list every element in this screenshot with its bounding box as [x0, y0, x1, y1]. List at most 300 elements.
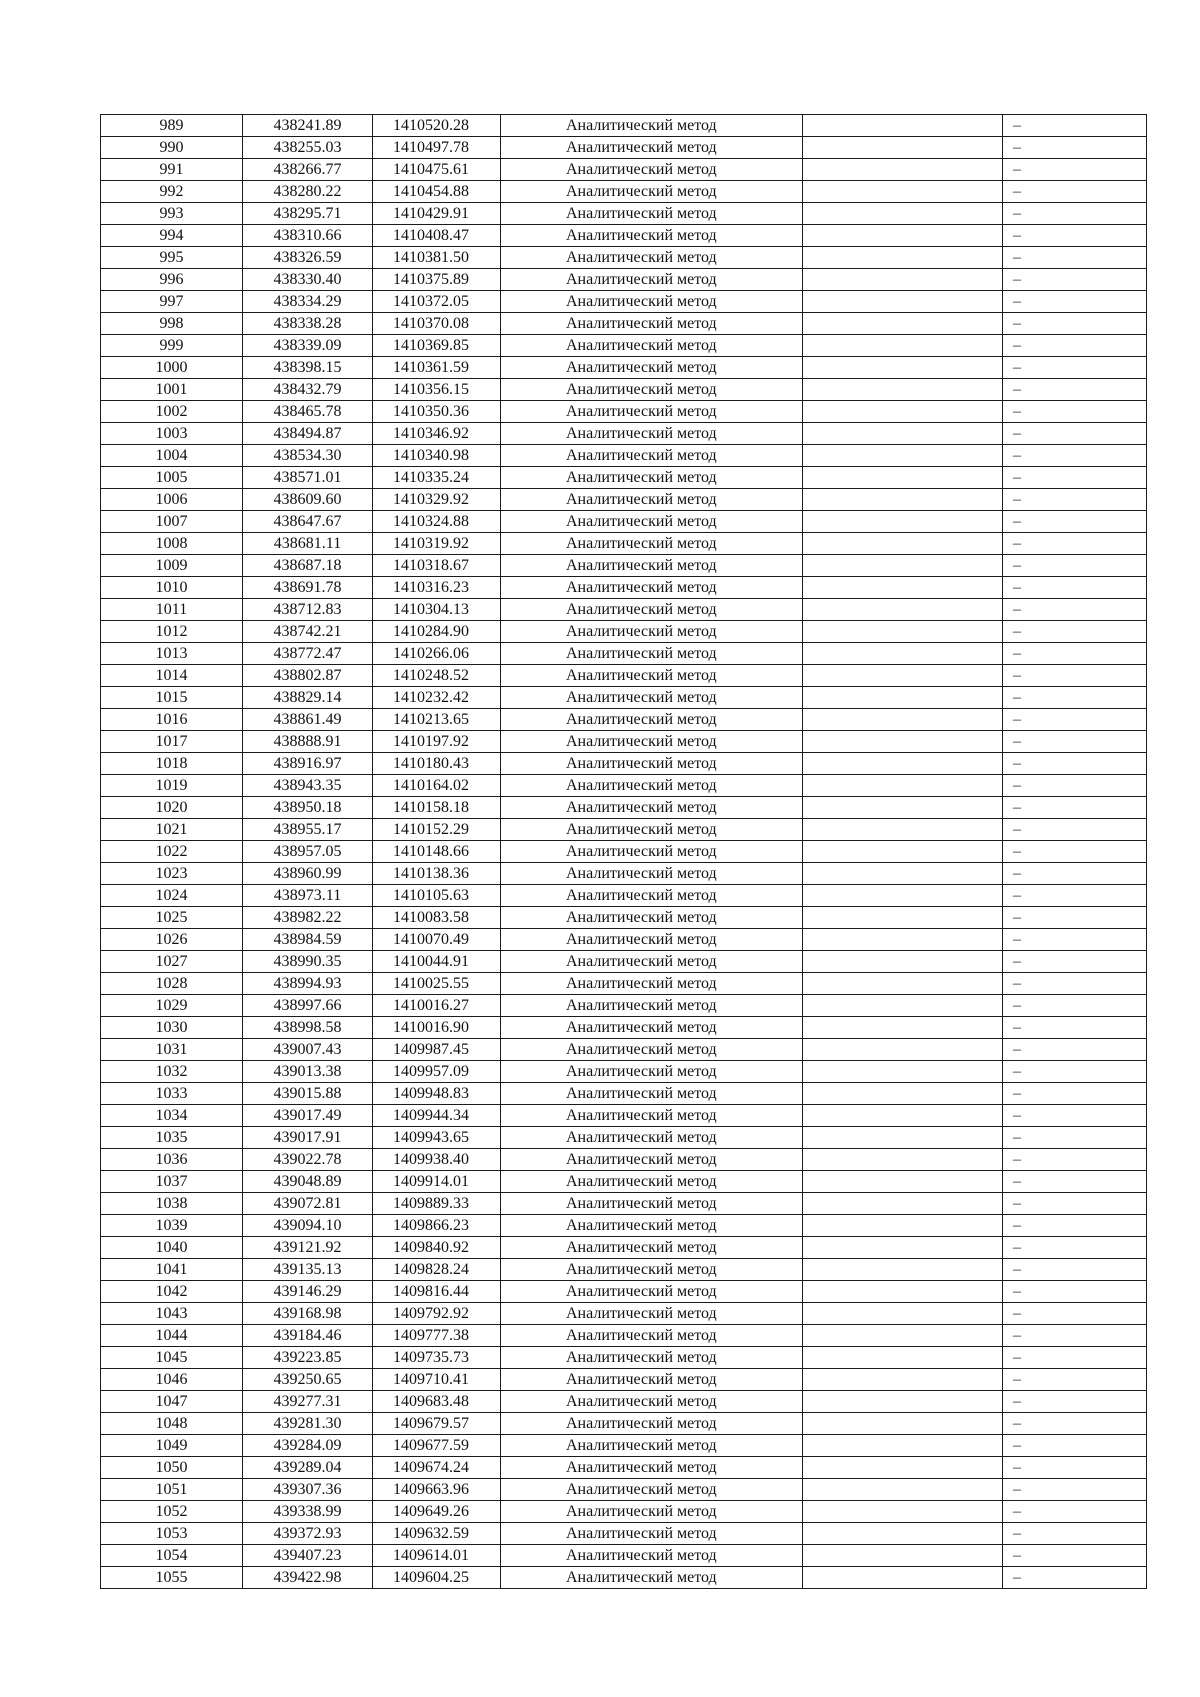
table-row: [101, 159, 1147, 181]
point-number-cell: 1051: [101, 1479, 243, 1501]
y-coordinate-cell: 1410350.36: [373, 401, 501, 423]
table-row: [101, 885, 1147, 907]
table-row: [101, 1017, 1147, 1039]
note-cell: –: [1003, 1017, 1147, 1039]
point-number-cell: 1055: [101, 1567, 243, 1589]
x-coordinate-cell: 438571.01: [243, 467, 373, 489]
note-cell: –: [1003, 489, 1147, 511]
precision-cell: [803, 1413, 1003, 1435]
point-number-cell: 997: [101, 291, 243, 313]
method-cell: Аналитический метод: [501, 731, 803, 753]
note-cell: –: [1003, 775, 1147, 797]
precision-cell: [803, 775, 1003, 797]
y-coordinate-cell: 1409938.40: [373, 1149, 501, 1171]
precision-cell: [803, 1281, 1003, 1303]
method-cell: Аналитический метод: [501, 1105, 803, 1127]
note-cell: –: [1003, 1149, 1147, 1171]
x-coordinate-cell: 438691.78: [243, 577, 373, 599]
method-cell: Аналитический метод: [501, 885, 803, 907]
table-row: [101, 929, 1147, 951]
note-cell: –: [1003, 797, 1147, 819]
method-cell: Аналитический метод: [501, 951, 803, 973]
x-coordinate-cell: 438990.35: [243, 951, 373, 973]
x-coordinate-cell: 439168.98: [243, 1303, 373, 1325]
y-coordinate-cell: 1410356.15: [373, 379, 501, 401]
x-coordinate-cell: 439372.93: [243, 1523, 373, 1545]
note-cell: –: [1003, 1457, 1147, 1479]
precision-cell: [803, 137, 1003, 159]
y-coordinate-cell: 1410105.63: [373, 885, 501, 907]
point-number-cell: 1019: [101, 775, 243, 797]
point-number-cell: 1053: [101, 1523, 243, 1545]
x-coordinate-cell: 438255.03: [243, 137, 373, 159]
point-number-cell: 1041: [101, 1259, 243, 1281]
y-coordinate-cell: 1410319.92: [373, 533, 501, 555]
note-cell: –: [1003, 1039, 1147, 1061]
x-coordinate-cell: 438687.18: [243, 555, 373, 577]
method-cell: Аналитический метод: [501, 995, 803, 1017]
method-cell: Аналитический метод: [501, 379, 803, 401]
point-number-cell: 1048: [101, 1413, 243, 1435]
note-cell: –: [1003, 401, 1147, 423]
precision-cell: [803, 841, 1003, 863]
table-row: [101, 797, 1147, 819]
note-cell: –: [1003, 599, 1147, 621]
table-row: [101, 1215, 1147, 1237]
point-number-cell: 1049: [101, 1435, 243, 1457]
point-number-cell: 1026: [101, 929, 243, 951]
note-cell: –: [1003, 907, 1147, 929]
point-number-cell: 1032: [101, 1061, 243, 1083]
precision-cell: [803, 643, 1003, 665]
y-coordinate-cell: 1410213.65: [373, 709, 501, 731]
x-coordinate-cell: 438712.83: [243, 599, 373, 621]
x-coordinate-cell: 438398.15: [243, 357, 373, 379]
method-cell: Аналитический метод: [501, 1303, 803, 1325]
table-row: [101, 1391, 1147, 1413]
table-row: [101, 1259, 1147, 1281]
table-row: [101, 1303, 1147, 1325]
point-number-cell: 1001: [101, 379, 243, 401]
precision-cell: [803, 423, 1003, 445]
method-cell: Аналитический метод: [501, 137, 803, 159]
table-row: [101, 1171, 1147, 1193]
note-cell: –: [1003, 335, 1147, 357]
precision-cell: [803, 819, 1003, 841]
x-coordinate-cell: 439223.85: [243, 1347, 373, 1369]
x-coordinate-cell: 438802.87: [243, 665, 373, 687]
method-cell: Аналитический метод: [501, 555, 803, 577]
table-row: [101, 841, 1147, 863]
table-row: [101, 401, 1147, 423]
x-coordinate-cell: 438742.21: [243, 621, 373, 643]
y-coordinate-cell: 1410429.91: [373, 203, 501, 225]
x-coordinate-cell: 438772.47: [243, 643, 373, 665]
method-cell: Аналитический метод: [501, 489, 803, 511]
y-coordinate-cell: 1410197.92: [373, 731, 501, 753]
table-row: [101, 357, 1147, 379]
method-cell: Аналитический метод: [501, 577, 803, 599]
note-cell: –: [1003, 1281, 1147, 1303]
y-coordinate-cell: 1410340.98: [373, 445, 501, 467]
x-coordinate-cell: 438957.05: [243, 841, 373, 863]
method-cell: Аналитический метод: [501, 973, 803, 995]
point-number-cell: 1013: [101, 643, 243, 665]
table-row: [101, 313, 1147, 335]
precision-cell: [803, 709, 1003, 731]
x-coordinate-cell: 438609.60: [243, 489, 373, 511]
y-coordinate-cell: 1409674.24: [373, 1457, 501, 1479]
method-cell: Аналитический метод: [501, 1215, 803, 1237]
table-row: [101, 1347, 1147, 1369]
point-number-cell: 995: [101, 247, 243, 269]
method-cell: Аналитический метод: [501, 1347, 803, 1369]
note-cell: –: [1003, 1259, 1147, 1281]
note-cell: –: [1003, 1501, 1147, 1523]
note-cell: –: [1003, 555, 1147, 577]
precision-cell: [803, 555, 1003, 577]
point-number-cell: 1002: [101, 401, 243, 423]
x-coordinate-cell: 439013.38: [243, 1061, 373, 1083]
precision-cell: [803, 621, 1003, 643]
x-coordinate-cell: 439250.65: [243, 1369, 373, 1391]
precision-cell: [803, 1149, 1003, 1171]
table-row: [101, 599, 1147, 621]
note-cell: –: [1003, 533, 1147, 555]
note-cell: –: [1003, 291, 1147, 313]
point-number-cell: 1034: [101, 1105, 243, 1127]
point-number-cell: 1017: [101, 731, 243, 753]
x-coordinate-cell: 438330.40: [243, 269, 373, 291]
x-coordinate-cell: 439094.10: [243, 1215, 373, 1237]
y-coordinate-cell: 1409816.44: [373, 1281, 501, 1303]
note-cell: –: [1003, 1127, 1147, 1149]
y-coordinate-cell: 1410016.27: [373, 995, 501, 1017]
note-cell: –: [1003, 269, 1147, 291]
note-cell: –: [1003, 1303, 1147, 1325]
precision-cell: [803, 929, 1003, 951]
x-coordinate-cell: 439284.09: [243, 1435, 373, 1457]
table-row: [101, 1127, 1147, 1149]
y-coordinate-cell: 1409614.01: [373, 1545, 501, 1567]
method-cell: Аналитический метод: [501, 621, 803, 643]
precision-cell: [803, 1567, 1003, 1589]
y-coordinate-cell: 1410475.61: [373, 159, 501, 181]
method-cell: Аналитический метод: [501, 269, 803, 291]
precision-cell: [803, 1193, 1003, 1215]
y-coordinate-cell: 1410232.42: [373, 687, 501, 709]
method-cell: Аналитический метод: [501, 1479, 803, 1501]
method-cell: Аналитический метод: [501, 1501, 803, 1523]
note-cell: –: [1003, 819, 1147, 841]
method-cell: Аналитический метод: [501, 819, 803, 841]
point-number-cell: 1040: [101, 1237, 243, 1259]
table-body: [101, 115, 1147, 1589]
y-coordinate-cell: 1410070.49: [373, 929, 501, 951]
table-row: [101, 115, 1147, 137]
table-row: [101, 423, 1147, 445]
method-cell: Аналитический метод: [501, 841, 803, 863]
precision-cell: [803, 203, 1003, 225]
x-coordinate-cell: 438973.11: [243, 885, 373, 907]
point-number-cell: 1000: [101, 357, 243, 379]
note-cell: –: [1003, 929, 1147, 951]
point-number-cell: 990: [101, 137, 243, 159]
table-row: [101, 687, 1147, 709]
note-cell: –: [1003, 445, 1147, 467]
point-number-cell: 1039: [101, 1215, 243, 1237]
x-coordinate-cell: 438960.99: [243, 863, 373, 885]
x-coordinate-cell: 439281.30: [243, 1413, 373, 1435]
x-coordinate-cell: 439017.49: [243, 1105, 373, 1127]
note-cell: –: [1003, 1523, 1147, 1545]
table-row: [101, 269, 1147, 291]
y-coordinate-cell: 1410370.08: [373, 313, 501, 335]
y-coordinate-cell: 1410381.50: [373, 247, 501, 269]
x-coordinate-cell: 438955.17: [243, 819, 373, 841]
method-cell: Аналитический метод: [501, 643, 803, 665]
point-number-cell: 1020: [101, 797, 243, 819]
y-coordinate-cell: 1410369.85: [373, 335, 501, 357]
x-coordinate-cell: 438326.59: [243, 247, 373, 269]
method-cell: Аналитический метод: [501, 687, 803, 709]
point-number-cell: 1011: [101, 599, 243, 621]
table-row: [101, 709, 1147, 731]
table-row: [101, 1545, 1147, 1567]
precision-cell: [803, 225, 1003, 247]
table-row: [101, 973, 1147, 995]
x-coordinate-cell: 439022.78: [243, 1149, 373, 1171]
precision-cell: [803, 731, 1003, 753]
method-cell: Аналитический метод: [501, 1435, 803, 1457]
x-coordinate-cell: 438534.30: [243, 445, 373, 467]
point-number-cell: 1027: [101, 951, 243, 973]
table-row: [101, 1193, 1147, 1215]
precision-cell: [803, 577, 1003, 599]
precision-cell: [803, 1171, 1003, 1193]
y-coordinate-cell: 1410316.23: [373, 577, 501, 599]
x-coordinate-cell: 438829.14: [243, 687, 373, 709]
precision-cell: [803, 599, 1003, 621]
method-cell: Аналитический метод: [501, 1545, 803, 1567]
note-cell: –: [1003, 577, 1147, 599]
x-coordinate-cell: 438465.78: [243, 401, 373, 423]
x-coordinate-cell: 439007.43: [243, 1039, 373, 1061]
precision-cell: [803, 159, 1003, 181]
table-row: [101, 1149, 1147, 1171]
y-coordinate-cell: 1409957.09: [373, 1061, 501, 1083]
method-cell: Аналитический метод: [501, 1039, 803, 1061]
table-row: [101, 467, 1147, 489]
table-row: [101, 225, 1147, 247]
note-cell: –: [1003, 1347, 1147, 1369]
precision-cell: [803, 1369, 1003, 1391]
method-cell: Аналитический метод: [501, 1193, 803, 1215]
precision-cell: [803, 1325, 1003, 1347]
x-coordinate-cell: 439184.46: [243, 1325, 373, 1347]
method-cell: Аналитический метод: [501, 599, 803, 621]
x-coordinate-cell: 439407.23: [243, 1545, 373, 1567]
precision-cell: [803, 1391, 1003, 1413]
precision-cell: [803, 445, 1003, 467]
point-number-cell: 1030: [101, 1017, 243, 1039]
precision-cell: [803, 753, 1003, 775]
note-cell: –: [1003, 1083, 1147, 1105]
table-row: [101, 863, 1147, 885]
method-cell: Аналитический метод: [501, 203, 803, 225]
y-coordinate-cell: 1410361.59: [373, 357, 501, 379]
y-coordinate-cell: 1410372.05: [373, 291, 501, 313]
y-coordinate-cell: 1410329.92: [373, 489, 501, 511]
table-row: [101, 643, 1147, 665]
note-cell: –: [1003, 1391, 1147, 1413]
method-cell: Аналитический метод: [501, 533, 803, 555]
method-cell: Аналитический метод: [501, 1281, 803, 1303]
precision-cell: [803, 1303, 1003, 1325]
method-cell: Аналитический метод: [501, 1325, 803, 1347]
point-number-cell: 999: [101, 335, 243, 357]
note-cell: –: [1003, 379, 1147, 401]
point-number-cell: 1022: [101, 841, 243, 863]
note-cell: –: [1003, 313, 1147, 335]
y-coordinate-cell: 1409649.26: [373, 1501, 501, 1523]
y-coordinate-cell: 1410152.29: [373, 819, 501, 841]
note-cell: –: [1003, 137, 1147, 159]
precision-cell: [803, 247, 1003, 269]
point-number-cell: 1023: [101, 863, 243, 885]
table-row: [101, 775, 1147, 797]
x-coordinate-cell: 438681.11: [243, 533, 373, 555]
y-coordinate-cell: 1410148.66: [373, 841, 501, 863]
x-coordinate-cell: 438280.22: [243, 181, 373, 203]
precision-cell: [803, 1215, 1003, 1237]
point-number-cell: 991: [101, 159, 243, 181]
method-cell: Аналитический метод: [501, 181, 803, 203]
precision-cell: [803, 885, 1003, 907]
method-cell: Аналитический метод: [501, 335, 803, 357]
x-coordinate-cell: 438984.59: [243, 929, 373, 951]
point-number-cell: 1007: [101, 511, 243, 533]
precision-cell: [803, 357, 1003, 379]
method-cell: Аналитический метод: [501, 1369, 803, 1391]
point-number-cell: 1009: [101, 555, 243, 577]
x-coordinate-cell: 438998.58: [243, 1017, 373, 1039]
note-cell: –: [1003, 621, 1147, 643]
x-coordinate-cell: 438888.91: [243, 731, 373, 753]
y-coordinate-cell: 1410304.13: [373, 599, 501, 621]
table-row: [101, 1479, 1147, 1501]
note-cell: –: [1003, 1413, 1147, 1435]
precision-cell: [803, 863, 1003, 885]
table-row: [101, 621, 1147, 643]
table-row: [101, 1105, 1147, 1127]
method-cell: Аналитический метод: [501, 401, 803, 423]
y-coordinate-cell: 1410454.88: [373, 181, 501, 203]
y-coordinate-cell: 1410248.52: [373, 665, 501, 687]
point-number-cell: 1047: [101, 1391, 243, 1413]
y-coordinate-cell: 1410335.24: [373, 467, 501, 489]
note-cell: –: [1003, 1105, 1147, 1127]
y-coordinate-cell: 1410266.06: [373, 643, 501, 665]
method-cell: Аналитический метод: [501, 1457, 803, 1479]
note-cell: –: [1003, 885, 1147, 907]
x-coordinate-cell: 438310.66: [243, 225, 373, 247]
note-cell: –: [1003, 1237, 1147, 1259]
y-coordinate-cell: 1409948.83: [373, 1083, 501, 1105]
note-cell: –: [1003, 511, 1147, 533]
y-coordinate-cell: 1410158.18: [373, 797, 501, 819]
method-cell: Аналитический метод: [501, 225, 803, 247]
x-coordinate-cell: 438861.49: [243, 709, 373, 731]
precision-cell: [803, 1435, 1003, 1457]
point-number-cell: 989: [101, 115, 243, 137]
point-number-cell: 1005: [101, 467, 243, 489]
precision-cell: [803, 511, 1003, 533]
y-coordinate-cell: 1410346.92: [373, 423, 501, 445]
note-cell: –: [1003, 181, 1147, 203]
method-cell: Аналитический метод: [501, 1127, 803, 1149]
y-coordinate-cell: 1409943.65: [373, 1127, 501, 1149]
precision-cell: [803, 907, 1003, 929]
note-cell: –: [1003, 357, 1147, 379]
point-number-cell: 1012: [101, 621, 243, 643]
method-cell: Аналитический метод: [501, 247, 803, 269]
precision-cell: [803, 533, 1003, 555]
y-coordinate-cell: 1409777.38: [373, 1325, 501, 1347]
precision-cell: [803, 1105, 1003, 1127]
x-coordinate-cell: 438647.67: [243, 511, 373, 533]
y-coordinate-cell: 1409663.96: [373, 1479, 501, 1501]
method-cell: Аналитический метод: [501, 1083, 803, 1105]
point-number-cell: 1033: [101, 1083, 243, 1105]
note-cell: –: [1003, 1171, 1147, 1193]
y-coordinate-cell: 1409914.01: [373, 1171, 501, 1193]
method-cell: Аналитический метод: [501, 1149, 803, 1171]
point-number-cell: 1035: [101, 1127, 243, 1149]
table-row: [101, 1435, 1147, 1457]
method-cell: Аналитический метод: [501, 115, 803, 137]
point-number-cell: 1015: [101, 687, 243, 709]
y-coordinate-cell: 1409679.57: [373, 1413, 501, 1435]
point-number-cell: 1014: [101, 665, 243, 687]
precision-cell: [803, 1479, 1003, 1501]
y-coordinate-cell: 1409889.33: [373, 1193, 501, 1215]
point-number-cell: 1042: [101, 1281, 243, 1303]
precision-cell: [803, 489, 1003, 511]
table-row: [101, 533, 1147, 555]
note-cell: –: [1003, 687, 1147, 709]
point-number-cell: 1016: [101, 709, 243, 731]
precision-cell: [803, 401, 1003, 423]
note-cell: –: [1003, 973, 1147, 995]
point-number-cell: 1028: [101, 973, 243, 995]
point-number-cell: 1050: [101, 1457, 243, 1479]
x-coordinate-cell: 439289.04: [243, 1457, 373, 1479]
note-cell: –: [1003, 951, 1147, 973]
method-cell: Аналитический метод: [501, 1391, 803, 1413]
table-row: [101, 1083, 1147, 1105]
table-row: [101, 379, 1147, 401]
note-cell: –: [1003, 643, 1147, 665]
x-coordinate-cell: 438295.71: [243, 203, 373, 225]
point-number-cell: 1025: [101, 907, 243, 929]
point-number-cell: 1054: [101, 1545, 243, 1567]
y-coordinate-cell: 1409828.24: [373, 1259, 501, 1281]
table-row: [101, 1567, 1147, 1589]
precision-cell: [803, 1083, 1003, 1105]
method-cell: Аналитический метод: [501, 357, 803, 379]
y-coordinate-cell: 1409677.59: [373, 1435, 501, 1457]
